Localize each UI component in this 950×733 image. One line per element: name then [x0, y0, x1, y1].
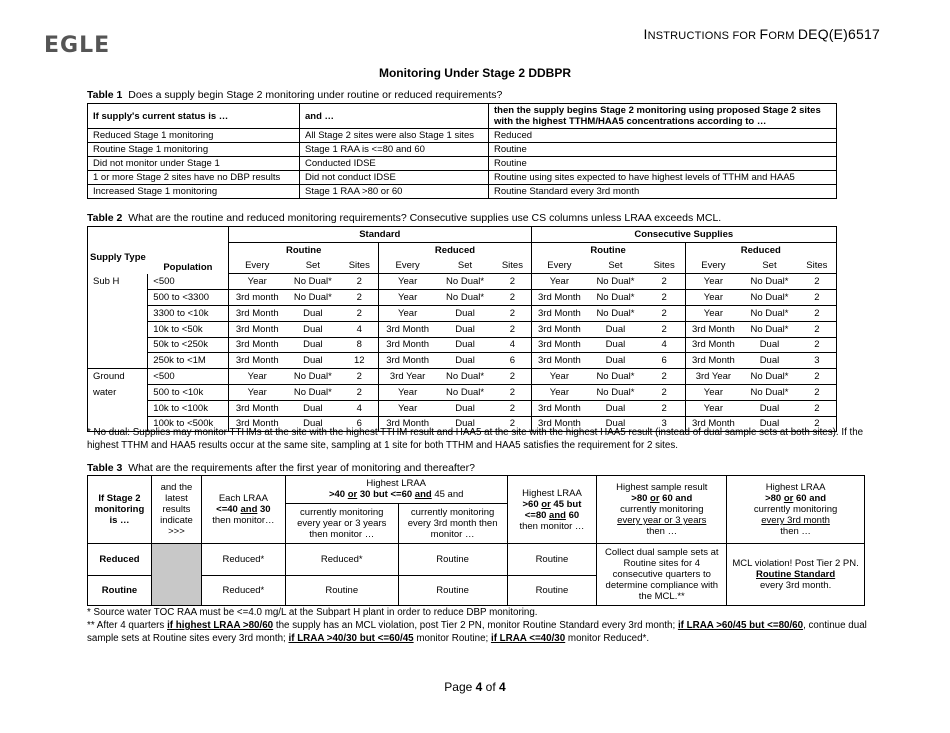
page-total: 4	[499, 680, 506, 694]
t3-hl-1: Highest LRAA	[765, 482, 826, 493]
table2-row	[88, 384, 837, 400]
document-header	[643, 26, 880, 42]
table2-cell: 2	[798, 337, 837, 353]
table2-cell: 3rd Month	[228, 305, 285, 321]
t3-cell: Reduced*	[201, 544, 285, 576]
table2-cell: No Dual*	[436, 369, 494, 385]
table2-cell: 3rd Month	[228, 321, 285, 337]
table2-row	[88, 290, 837, 306]
t3-sub-b-header	[398, 503, 507, 543]
col-every: Every	[228, 258, 285, 274]
table2-cell: Dual	[741, 337, 798, 353]
t3-hs-5: every year or 3 years	[617, 515, 707, 526]
table2-row	[88, 353, 837, 369]
table2-cell: 250k to <1M	[148, 353, 229, 369]
table2-cell: 2	[356, 276, 362, 288]
col-every: Every	[685, 258, 741, 274]
table2-cell: No Dual*	[286, 384, 341, 400]
col-set: Set	[286, 258, 341, 274]
table2-cell: Dual	[436, 353, 494, 369]
table1-cell: 1 or more Stage 2 sites have no DBP results	[88, 171, 300, 185]
table2-cell: 3rd Month	[685, 321, 741, 337]
t3-sub-a: currently monitoring every year or 3 years then monitor …	[297, 506, 387, 540]
table2-cell: 2	[494, 321, 531, 337]
table2-cell: Dual	[286, 353, 341, 369]
t3-hs-2: >80	[631, 493, 648, 504]
std-routine-header: Routine	[228, 242, 378, 258]
table2-cell: Dual	[436, 305, 494, 321]
cs-routine-header: Routine	[531, 242, 685, 258]
table2-cell: 3rd Month	[228, 353, 285, 369]
table1-cell: Routine	[489, 157, 837, 171]
t3-highest-lraa-header	[285, 476, 507, 504]
table3-label: Table 3	[87, 462, 123, 474]
table2-cell: No Dual*	[741, 384, 798, 400]
table2-cell: 2	[644, 384, 685, 400]
t3-each-1: Each LRAA	[218, 493, 268, 504]
t3-h60-1: Highest LRAA	[522, 487, 582, 499]
table1-cell: Routine Standard every 3rd month	[489, 185, 837, 199]
table2-cell: Year	[228, 369, 285, 385]
table2-cell: 2	[644, 369, 685, 385]
table2-cell: 2	[494, 416, 531, 432]
t3-hs-1: Highest sample result	[616, 482, 708, 493]
t3-hl-5: every 3rd month	[761, 515, 830, 526]
note2-d: if LRAA >60/45 but <=80/60	[677, 620, 804, 631]
table2-cell: 2	[661, 276, 667, 288]
table1-caption	[87, 89, 502, 101]
table2-cell: Year	[379, 274, 436, 290]
t3-highest-lraa80-header	[727, 476, 865, 544]
t3-sub-a-header	[285, 503, 398, 543]
table2-cell: 100k to <500k	[148, 416, 229, 432]
table2-cell: Dual	[741, 400, 798, 416]
table2-cell: 2	[340, 384, 379, 400]
t3-reduced-label: Reduced	[88, 544, 152, 576]
table2-cell: 2	[798, 416, 837, 432]
table2-cell: Year	[531, 369, 587, 385]
table2-cell: No Dual*	[741, 290, 798, 306]
t3-hl-3: 60 and	[795, 493, 827, 504]
col-set: Set	[741, 258, 798, 274]
t3-each-3: 30	[260, 504, 271, 515]
t3-sub-b: currently monitoring every 3rd month then monitor …	[407, 506, 498, 540]
table2-cell: 4	[494, 337, 531, 353]
t3-cell: Routine	[507, 576, 597, 606]
table2-cell: Year	[228, 384, 285, 400]
table2-cell: 2	[798, 290, 837, 306]
note2-f: if LRAA >40/30 but <=60/45	[288, 633, 414, 644]
t3-h60-3: 45 but	[553, 498, 582, 510]
table1-cell: Reduced	[489, 129, 837, 143]
t3-high-2c: 45 and	[434, 489, 464, 501]
table2-cell: No Dual*	[436, 384, 494, 400]
table2-cell: 3rd Month	[685, 416, 741, 432]
table2-cell: 3300 to <10k	[148, 305, 229, 321]
table2-cell: No Dual*	[750, 276, 789, 288]
t3-each-2: <=40	[216, 504, 238, 515]
table1-cell: All Stage 2 sites were also Stage 1 sites	[300, 129, 489, 143]
table1-cell: Routine	[489, 143, 837, 157]
table2-cell: Year	[531, 384, 587, 400]
egle-logo: EGLE	[44, 33, 111, 58]
table2-cell: Year	[685, 290, 741, 306]
table2-cell	[88, 321, 148, 337]
t3-hl-or: or	[783, 493, 794, 504]
table1-header: and …	[300, 104, 489, 129]
t3-each-lraa-header	[201, 476, 285, 544]
table2-cell: No Dual*	[436, 290, 494, 306]
table2-cell: 2	[644, 305, 685, 321]
table2-row	[88, 321, 837, 337]
t3-latest-header: and the latest results indicate >>>	[151, 476, 201, 544]
table2-cell: Dual	[587, 416, 644, 432]
table2-cell: No Dual*	[587, 384, 644, 400]
table1-cell: Did not monitor under Stage 1	[88, 157, 300, 171]
table2-cell: 12	[340, 353, 379, 369]
table2-cell: 2	[340, 305, 379, 321]
table2-cell: Year	[685, 305, 741, 321]
table2-cell: No Dual*	[587, 305, 644, 321]
t3-hl-4: currently monitoring	[753, 504, 838, 515]
table1-question: Does a supply begin Stage 2 monitoring under routine or reduced requirements?	[128, 89, 503, 101]
t3-h60-or: or	[541, 498, 551, 510]
table2-cell: Dual	[286, 416, 341, 432]
table2-cell: 3rd Month	[531, 353, 587, 369]
table2-cell	[88, 290, 148, 306]
table2-cell: 2	[494, 290, 531, 306]
table2-cell: 3rd Year	[379, 369, 436, 385]
table2-cell: 3rd Month	[228, 400, 285, 416]
header-cap-2: F	[759, 26, 769, 42]
table2-cell: 2	[494, 369, 531, 385]
table2-label: Table 2	[87, 212, 123, 224]
cs-reduced-header: Reduced	[685, 242, 836, 258]
table2-row	[88, 305, 837, 321]
table2-row	[88, 337, 837, 353]
table2-cell	[88, 353, 148, 369]
t3-mcl-cell	[727, 544, 865, 606]
table1-cell: Conducted IDSE	[300, 157, 489, 171]
t3-h60-4: <=80	[524, 509, 547, 521]
table2-cell: water	[93, 386, 117, 398]
table2-cell: 2	[798, 305, 837, 321]
t3-high-or: or	[347, 489, 358, 501]
table2-cell: Year	[685, 384, 741, 400]
table1-row	[88, 129, 837, 143]
table2-cell: No Dual*	[293, 276, 332, 288]
table2-cell: 2	[798, 369, 837, 385]
t3-high-2a: >40	[328, 489, 346, 501]
table2-cell: Dual	[436, 337, 494, 353]
table2-cell: No Dual*	[587, 290, 644, 306]
table2-cell: 2	[494, 384, 531, 400]
table2-cell: 4	[340, 400, 379, 416]
t3-hs-4: currently monitoring	[620, 504, 704, 515]
table2-cell: Dual	[587, 337, 644, 353]
table2-note: * No dual: Supplies may monitor TTHMs at the site with the highest TTHM result and HAA5 at the site with the highest HAA5 result (instead of dual sample sets at both sites). If the highest TTHM and HAA5 results occur at the same site, sampling at 1 site for both TTHM and HAA5 satisfies the requirement for 2 sites.	[87, 427, 864, 451]
table1-cell: Increased Stage 1 monitoring	[88, 185, 300, 199]
table2-cell	[88, 400, 148, 416]
note2-e: , continue dual sample sets at Routine sites every 3rd month;	[87, 620, 867, 644]
table1	[87, 103, 837, 199]
consecutive-group-header: Consecutive Supplies	[531, 227, 836, 243]
table1-label: Table 1	[87, 89, 123, 101]
note2-g: monitor Routine;	[413, 633, 491, 644]
table2-cell: No Dual*	[446, 276, 485, 288]
supply-type-header: Supply Type	[90, 252, 146, 264]
page-title: Monitoring Under Stage 2 DDBPR	[378, 66, 571, 80]
table2-cell: 3rd Month	[379, 321, 436, 337]
t3-h60-6: then monitor …	[519, 520, 585, 532]
t3-cell: Routine	[398, 576, 507, 606]
table3-note2	[87, 619, 877, 645]
header-cap-1: I	[643, 26, 648, 42]
table2-cell: Dual	[587, 321, 644, 337]
table2-cell: Dual	[587, 400, 644, 416]
table2-cell: 3rd Month	[379, 416, 436, 432]
table2-row	[88, 274, 837, 290]
note2-h: if LRAA <=40/30	[490, 633, 566, 644]
col-every: Every	[531, 258, 587, 274]
table2-cell: Dual	[436, 416, 494, 432]
table2-cell: No Dual*	[286, 290, 341, 306]
table2-cell: <500	[148, 274, 229, 290]
table2-cell: Dual	[436, 400, 494, 416]
t3-high-and: and	[414, 489, 432, 501]
table1-header: then the supply begins Stage 2 monitoring using proposed Stage 2 sites with the highest TTHM/HAA5 concentrations according to …	[489, 104, 837, 129]
standard-group-header: Standard	[228, 227, 531, 243]
table2-cell: 2	[340, 369, 379, 385]
table2-cell: 3rd Month	[228, 337, 285, 353]
col-sites: Sites	[340, 258, 379, 274]
table2-cell: 4	[644, 337, 685, 353]
table3-question: What are the requirements after the first year of monitoring and thereafter?	[128, 462, 475, 474]
t3-high-1: Highest LRAA	[366, 478, 427, 490]
table2-cell	[88, 305, 148, 321]
table2-cell: 3rd Month	[379, 353, 436, 369]
table2-cell: 500 to <3300	[148, 290, 229, 306]
table2-cell: 3rd Month	[531, 305, 587, 321]
table2-cell: Year	[531, 274, 587, 290]
table2-cell: 2	[340, 290, 379, 306]
table2-cell: 2	[798, 384, 837, 400]
table2-cell: Year	[379, 400, 436, 416]
table2-cell: No Dual*	[286, 369, 341, 385]
table2-cell: 3rd Month	[531, 290, 587, 306]
table2-cell: 8	[340, 337, 379, 353]
t3-hs-or: or	[650, 493, 660, 504]
t3-h60-5: 60	[568, 509, 580, 521]
table1-cell: Did not conduct IDSE	[300, 171, 489, 185]
table2-row	[88, 369, 837, 385]
table2-cell: 3	[644, 416, 685, 432]
t3-hs-6: then …	[646, 526, 678, 537]
table2-row	[88, 400, 837, 416]
table1-row	[88, 185, 837, 199]
page-number	[0, 680, 950, 694]
table3-caption	[87, 462, 475, 474]
col-set: Set	[436, 258, 494, 274]
t3-cell: Routine	[398, 544, 507, 576]
table2-cell: 3rd Month	[531, 321, 587, 337]
table1-cell: Routine Stage 1 monitoring	[88, 143, 300, 157]
t3-high-2b: 30 but <=60	[359, 489, 413, 501]
col-sites: Sites	[798, 258, 837, 274]
table1-cell: Reduced Stage 1 monitoring	[88, 129, 300, 143]
table2-cell: 2	[644, 400, 685, 416]
t3-gray-cell	[151, 544, 201, 606]
table2-cell: Year	[685, 400, 741, 416]
table1-cell: Stage 1 RAA >80 or 60	[300, 185, 489, 199]
table2-cell: No Dual*	[741, 369, 798, 385]
form-id: DEQ(E)6517	[797, 26, 880, 42]
note2-i: monitor Reduced*.	[565, 633, 650, 644]
table1-header: If supply's current status is …	[88, 104, 300, 129]
t3-h60-header	[507, 476, 597, 544]
t3-hl-6: then …	[780, 526, 811, 537]
t3-if-header: If Stage 2 monitoring is …	[88, 476, 152, 544]
table2-cell: 3rd Month	[685, 337, 741, 353]
table2-cell: 2	[494, 305, 531, 321]
table2-cell: 2	[494, 400, 531, 416]
table2-cell: No Dual*	[587, 369, 644, 385]
t3-cell: Routine	[285, 576, 398, 606]
table2	[87, 226, 837, 432]
col-every: Every	[379, 258, 436, 274]
table2-cell: No Dual*	[741, 321, 798, 337]
table2-cell: 6	[494, 353, 531, 369]
t3-mcl-1: MCL violation! Post Tier 2 PN.	[732, 558, 859, 569]
table1-row	[88, 143, 837, 157]
table2-cell: Dual	[286, 400, 341, 416]
table2-cell: No Dual*	[741, 305, 798, 321]
col-sites: Sites	[644, 258, 685, 274]
table1-cell: Routine using sites expected to have highest levels of TTHM and HAA5	[489, 171, 837, 185]
header-text-2: ORM	[768, 30, 798, 42]
header-text-1: NSTRUCTIONS FOR	[647, 30, 760, 42]
t3-mcl-3: every 3rd month.	[759, 580, 832, 591]
table2-cell: 3rd month	[228, 290, 285, 306]
of-word: of	[485, 680, 496, 694]
table2-cell: 3rd Month	[379, 337, 436, 353]
table2-cell: Dual	[286, 305, 341, 321]
page-num: 4	[475, 680, 483, 694]
table2-cell: Year	[379, 384, 436, 400]
t3-collect-cell: Collect dual sample sets at Routine sites for 4 consecutive quarters to determine compliance with the MCL.**	[597, 544, 727, 606]
note2-a: ** After 4 quarters	[87, 620, 168, 631]
table2-cell: Year	[379, 305, 436, 321]
table2-cell: No Dual*	[596, 276, 635, 288]
table2-cell: 4	[340, 321, 379, 337]
table2-cell	[88, 337, 148, 353]
note2-b: if highest LRAA >80/60	[167, 620, 274, 631]
t3-h60-and: and	[549, 509, 566, 521]
table2-cell: Dual	[741, 416, 798, 432]
table2-cell: 2	[644, 290, 685, 306]
table2-caption	[87, 212, 721, 224]
table2-cell: 2	[644, 321, 685, 337]
table2-cell: Year	[379, 290, 436, 306]
col-sites: Sites	[494, 258, 531, 274]
t3-hs-3: 60 and	[662, 493, 693, 504]
table2-cell: Dual	[436, 321, 494, 337]
table2-cell: 50k to <250k	[148, 337, 229, 353]
table2-cell: Dual	[286, 321, 341, 337]
table2-cell: Year	[228, 274, 285, 290]
col-set: Set	[587, 258, 644, 274]
table2-cell: 6	[644, 353, 685, 369]
t3-mcl-2: Routine Standard	[756, 569, 836, 580]
table2-cell: 10k to <100k	[148, 400, 229, 416]
t3-cell: Reduced*	[285, 544, 398, 576]
population-header: Population	[163, 261, 213, 273]
table2-cell: Year	[685, 274, 741, 290]
table2-cell: 2	[798, 321, 837, 337]
note2-c: the supply has an MCL violation, post Tier 2 PN, monitor Routine Standard every 3rd month;	[273, 620, 678, 631]
t3-cell: Routine	[507, 544, 597, 576]
table2-cell: 3rd Month	[228, 416, 285, 432]
table1-cell: Stage 1 RAA is <=80 and 60	[300, 143, 489, 157]
table2-cell: 2	[509, 276, 516, 288]
table2-cell: 3rd Month	[531, 337, 587, 353]
t3-cell: Reduced*	[201, 576, 285, 606]
table2-cell: Ground	[88, 369, 148, 385]
table3	[87, 475, 865, 606]
table2-cell: Dual	[741, 353, 798, 369]
table2-cell: <500	[148, 369, 229, 385]
table2-cell: 3rd Month	[531, 400, 587, 416]
std-reduced-header: Reduced	[379, 242, 531, 258]
table2-cell: 2	[798, 400, 837, 416]
table1-row	[88, 171, 837, 185]
table2-cell: 10k to <50k	[148, 321, 229, 337]
page-word: Page	[444, 680, 473, 694]
table1-row	[88, 157, 837, 171]
table2-cell: 2	[814, 276, 820, 288]
table2-cell: 3rd Year	[685, 369, 741, 385]
table2-cell: Dual	[587, 353, 644, 369]
table2-cell: Dual	[286, 337, 341, 353]
t3-each-and: and	[240, 504, 258, 515]
table2-cell: 3rd Month	[531, 416, 587, 432]
t3-each-4: then monitor…	[212, 515, 275, 526]
t3-h60-2: >60	[522, 498, 539, 510]
t3-highest-sample-header	[597, 476, 727, 544]
t3-routine-label: Routine	[88, 576, 152, 606]
table2-question: What are the routine and reduced monitoring requirements? Consecutive supplies use CS columns unless LRAA exceeds MCL.	[128, 212, 722, 224]
table2-cell: Sub H	[93, 276, 120, 288]
t3-hl-2: >80	[765, 493, 782, 504]
table3-note1: * Source water TOC RAA must be <=4.0 mg/L at the Subpart H plant in order to reduce DBP monitoring.	[87, 607, 538, 618]
table2-cell: 500 to <10k	[148, 384, 229, 400]
table2-cell: 3rd Month	[685, 353, 741, 369]
table2-cell: 3	[798, 353, 837, 369]
table2-cell: 6	[340, 416, 379, 432]
